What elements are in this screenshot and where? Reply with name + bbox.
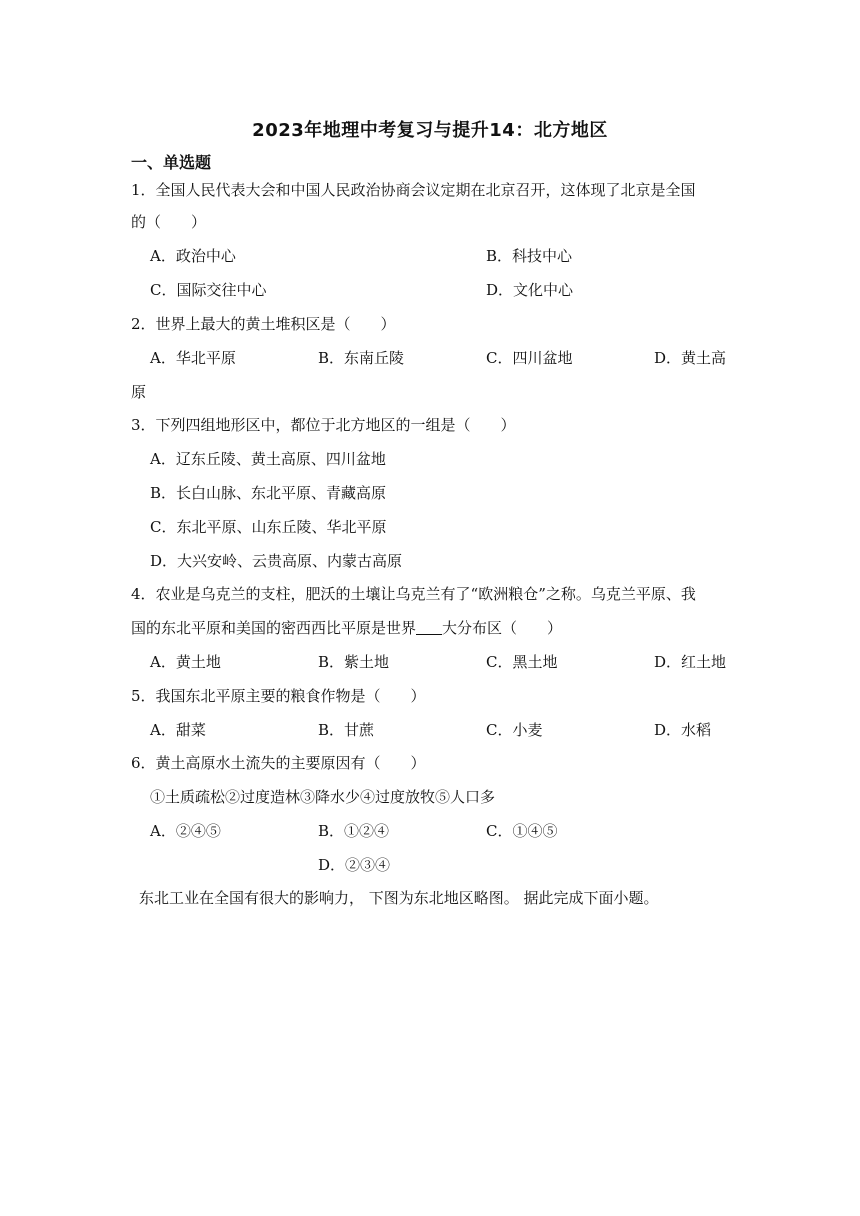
q6-option-d: D．②③④ — [318, 856, 391, 874]
q4-option-c: C．黑土地 — [486, 653, 558, 671]
q3-option-a: A．辽东丘陵、黄土高原、四川盆地 — [150, 450, 386, 468]
q2-stem: 2．世界上最大的黄土堆积区是（ ） — [131, 315, 396, 333]
q5-option-c: C．小麦 — [486, 721, 543, 739]
answer-blank — [416, 620, 442, 635]
q2-option-a: A．华北平原 — [150, 349, 236, 367]
q1-option-a: A．政治中心 — [150, 247, 236, 265]
q5-option-a: A．甜菜 — [150, 721, 206, 739]
q1-option-b: B．科技中心 — [486, 247, 573, 265]
q6-option-a: A．②④⑤ — [150, 822, 221, 840]
q4-stem-line2 — [131, 618, 562, 638]
q3-option-d: D．大兴安岭、云贵高原、内蒙古高原 — [150, 552, 403, 570]
q4-stem-line1: 4．农业是乌克兰的支柱，肥沃的土壤让乌克兰有了“欧洲粮仓”之称。乌克兰平原、我 — [131, 585, 696, 603]
q4-option-a: A．黄土地 — [150, 653, 221, 671]
section-heading: 一、单选题 — [131, 153, 212, 172]
q1-stem-line1: 1．全国人民代表大会和中国人民政治协商会议定期在北京召开，这体现了北京是全国 — [131, 181, 696, 199]
document-title: 2023年地理中考复习与提升14：北方地区 — [252, 120, 608, 141]
q4-option-b: B．紫土地 — [318, 653, 390, 671]
q4-stem-line2-part1: 国的东北平原和美国的密西西比平原是世界 — [131, 619, 417, 637]
q2-option-d: D．黄土高 — [654, 349, 727, 367]
q2-option-c: C．四川盆地 — [486, 349, 573, 367]
q3-stem: 3．下列四组地形区中，都位于北方地区的一组是（ ） — [131, 416, 516, 434]
q6-option-b: B．①②④ — [318, 822, 390, 840]
q2-option-d-wrap: 原 — [131, 383, 147, 401]
q3-option-b: B．长白山脉、东北平原、青藏高原 — [150, 484, 387, 502]
q4-stem-line2-part2: 大分布区（ ） — [442, 619, 563, 637]
group-intro: 东北工业在全国有很大的影响力， 下图为东北地区略图。 据此完成下面小题。 — [139, 889, 659, 907]
q1-option-d: D．文化中心 — [486, 281, 574, 299]
q5-option-b: B．甘蔗 — [318, 721, 375, 739]
q1-stem-line2: 的（ ） — [131, 213, 207, 231]
q4-option-d: D．红土地 — [654, 653, 727, 671]
q5-stem: 5．我国东北平原主要的粮食作物是（ ） — [131, 687, 426, 705]
q6-option-c: C．①④⑤ — [486, 822, 558, 840]
q3-option-c: C．东北平原、山东丘陵、华北平原 — [150, 518, 387, 536]
q6-stem: 6．黄土高原水土流失的主要原因有（ ） — [131, 754, 426, 772]
q2-option-b: B．东南丘陵 — [318, 349, 405, 367]
q1-option-c: C．国际交往中心 — [150, 281, 267, 299]
q5-option-d: D．水稻 — [654, 721, 712, 739]
q6-statement-list: ①土质疏松②过度造林③降水少④过度放牧⑤人口多 — [150, 788, 496, 806]
